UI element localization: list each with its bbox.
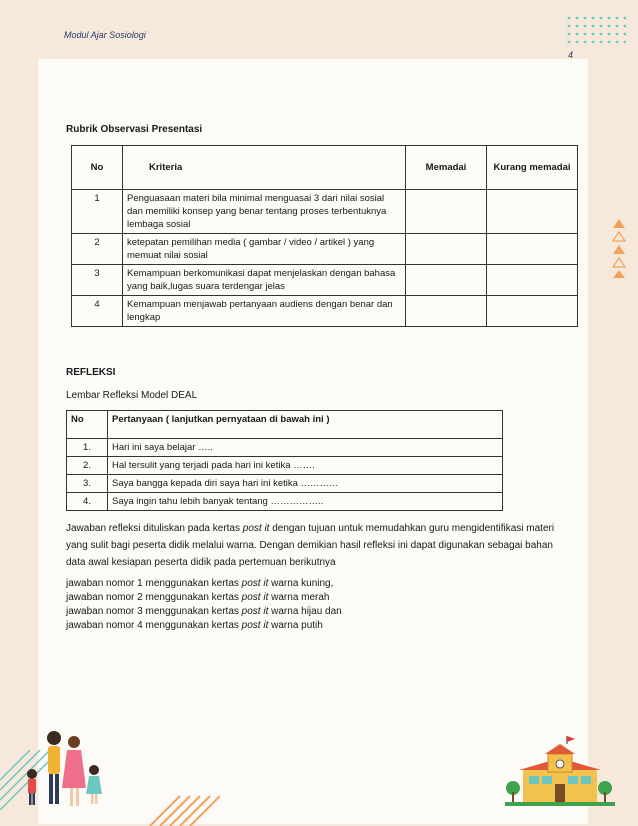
col-no: No: [72, 146, 123, 190]
row-criteria: Penguasaan materi bila minimal menguasai 3 dari nilai sosial dan memiliki konsep yang benar tentang proses terbentuknya lembaga sosial: [123, 190, 406, 234]
cell-inadequate: [487, 234, 578, 265]
row-no: 1.: [67, 439, 108, 457]
triangle-decoration-icon: [612, 218, 626, 278]
reflection-paragraph: [66, 520, 566, 571]
row-no: 4: [72, 296, 123, 327]
paragraph-text: Jawaban refleksi dituliskan pada kertas: [66, 523, 243, 534]
answer-prefix: jawaban nomor 1 menggunakan kertas: [66, 578, 242, 589]
table-row: [72, 190, 578, 234]
cell-inadequate: [487, 265, 578, 296]
row-criteria: Kemampuan berkomunikasi dapat menjelaskan dengan bahasa yang baik,lugas suara terdengar jelas: [123, 265, 406, 296]
answer-italic: post it: [241, 578, 269, 589]
cell-adequate: [406, 234, 487, 265]
table-row: [67, 457, 503, 475]
row-no: 3.: [67, 475, 108, 493]
decorative-dots: [566, 15, 626, 43]
answer-suffix: warna putih: [268, 620, 323, 631]
answer-suffix: warna merah: [268, 592, 330, 603]
table-row: [67, 493, 503, 511]
row-no: 1: [72, 190, 123, 234]
col-inadequate: Kurang memadai: [487, 146, 578, 190]
cell-inadequate: [487, 190, 578, 234]
col-adequate: Memadai: [406, 146, 487, 190]
col-criteria: Kriteria: [123, 146, 406, 190]
table-row: [72, 296, 578, 327]
answer-line: [66, 577, 566, 591]
answer-italic: post it: [241, 592, 269, 603]
answer-suffix: warna kuning,: [268, 578, 334, 589]
rubric-title: Rubrik Observasi Presentasi: [66, 124, 203, 135]
row-no: 2.: [67, 457, 108, 475]
table-row: [67, 439, 503, 457]
reflection-table: [66, 410, 503, 511]
answer-line: [66, 605, 566, 619]
cell-adequate: [406, 190, 487, 234]
family-illustration: [20, 728, 110, 812]
cell-adequate: [406, 265, 487, 296]
answer-italic: post it: [241, 606, 269, 617]
row-criteria: Kemampuan menjawab pertanyaan audiens dengan benar dan lengkap: [123, 296, 406, 327]
answer-line: [66, 591, 566, 605]
table-row: [72, 265, 578, 296]
module-title: Modul Ajar Sosiologi: [64, 30, 146, 40]
row-no: 2: [72, 234, 123, 265]
row-question: Hal tersulit yang terjadi pada hari ini ketika …….: [108, 457, 503, 475]
answer-prefix: jawaban nomor 4 menggunakan kertas: [66, 620, 242, 631]
reflection-title: REFLEKSI: [66, 367, 116, 378]
row-question: Saya ingin tahu lebih banyak tentang ……………..: [108, 493, 503, 511]
row-no: 4.: [67, 493, 108, 511]
rubric-header-row: [72, 146, 578, 190]
table-row: [67, 475, 503, 493]
cell-inadequate: [487, 296, 578, 327]
table-row: [72, 234, 578, 265]
col-question: Pertanyaan ( lanjutkan pernyataan di bawah ini ): [108, 411, 503, 439]
paragraph-text-rest: dengan tujuan untuk memudahkan guru mengidentifikasi materi yang sulit bagi peserta didik melalui warna. Dengan demikian hasil refleksi ini dapat digunakan sebagai bahan data awal kesiapan peserta didik pada pertemuan berikutnya: [66, 523, 555, 568]
page-number: 4: [568, 50, 574, 60]
reflection-header-row: [67, 411, 503, 439]
answer-list: [66, 577, 566, 633]
rubric-table: [71, 145, 578, 327]
row-criteria: ketepatan pemilihan media ( gambar / video / artikel ) yang memuat nilai sosial: [123, 234, 406, 265]
answer-italic: post it: [241, 620, 269, 631]
reflection-subtitle: Lembar Refleksi Model DEAL: [66, 390, 198, 401]
row-no: 3: [72, 265, 123, 296]
cell-adequate: [406, 296, 487, 327]
row-question: Saya bangga kepada diri saya hari ini ketika …………: [108, 475, 503, 493]
answer-line: [66, 619, 566, 633]
school-building-illustration: [505, 736, 615, 806]
paragraph-italic: post it: [242, 523, 270, 534]
answer-prefix: jawaban nomor 2 menggunakan kertas: [66, 592, 242, 603]
row-question: Hari ini saya belajar …..: [108, 439, 503, 457]
col-no: No: [67, 411, 108, 439]
answer-prefix: jawaban nomor 3 menggunakan kertas: [66, 606, 242, 617]
answer-suffix: warna hijau dan: [268, 606, 342, 617]
